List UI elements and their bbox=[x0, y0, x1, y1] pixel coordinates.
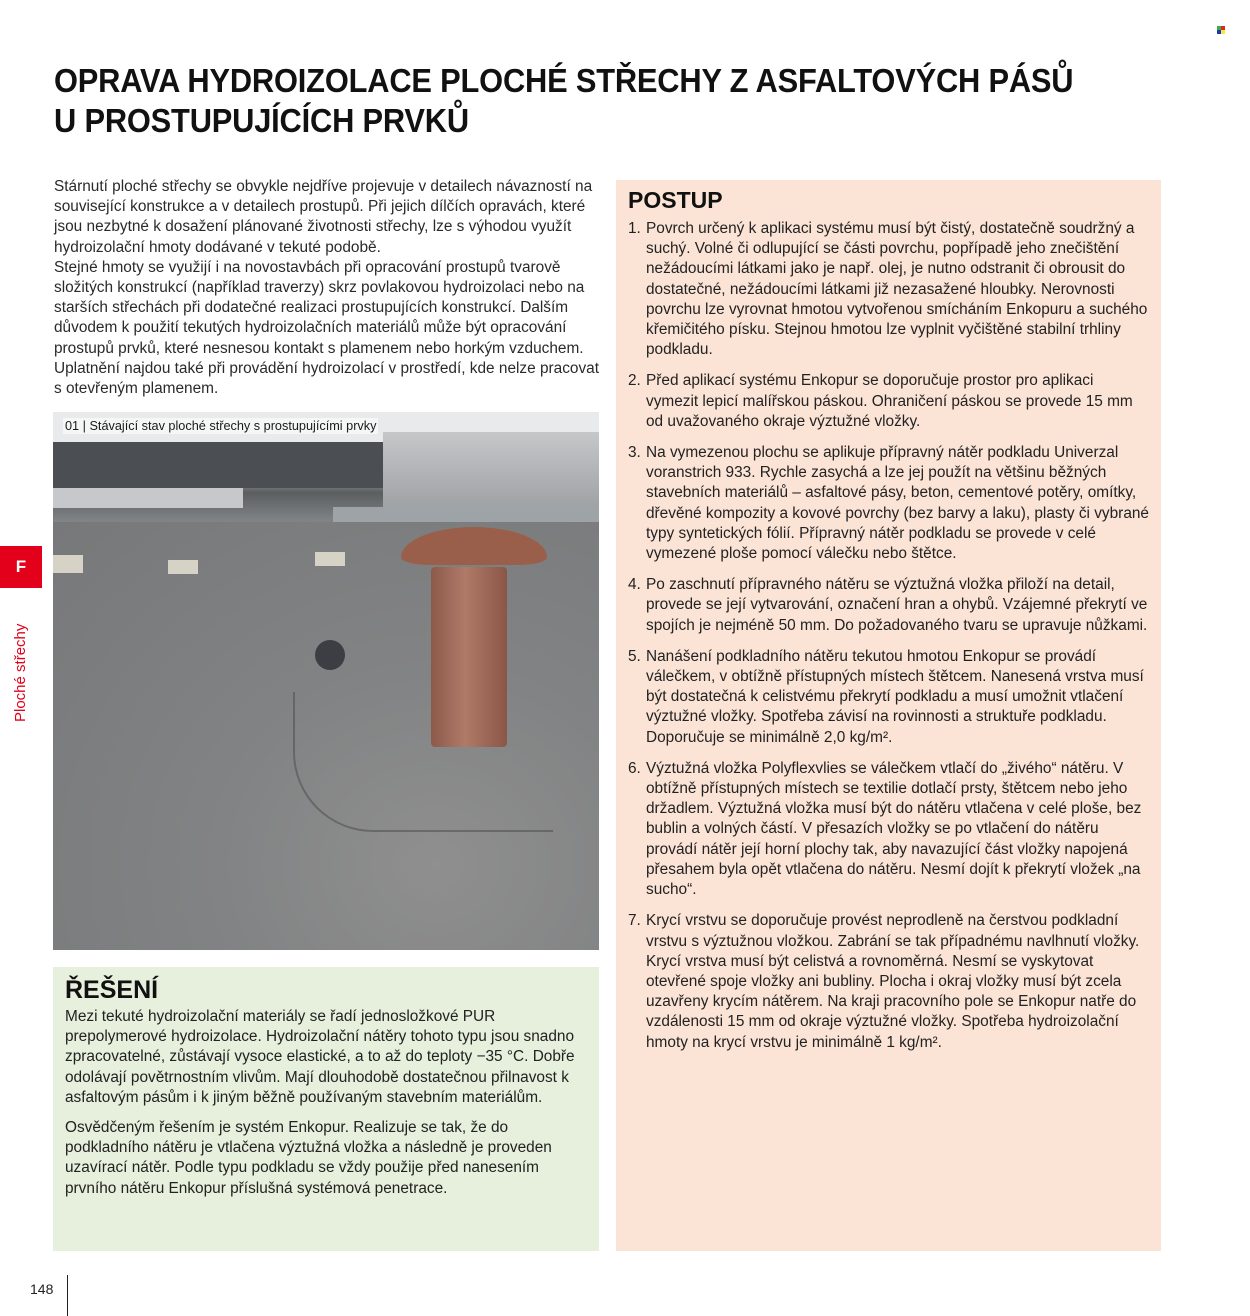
step-number: 5. bbox=[628, 647, 641, 665]
procedure-step bbox=[628, 219, 1149, 360]
procedure-step bbox=[628, 575, 1149, 636]
procedure-step bbox=[628, 443, 1149, 564]
step-text: Povrch určený k aplikaci systému musí být čistý, dostatečně soudržný a suchý. Volné či odlupující se části povrchu, popřípadě jeho znečištění nežádoucími látkami jako je např. olej, je nutno odstranit či obrousit do dostatečné, nežádoucími látkami již nezasažené hloubky. Nerovnosti povrchu lze vyrovnat hmotou vytvořenou smícháním Enkopuru a suchého křemičitého písku. Stejnou hmotou lze vyplnit vyčištěné stabilní trhliny podkladu. bbox=[646, 220, 1148, 359]
step-number: 4. bbox=[628, 576, 641, 594]
step-text: Na vymezenou plochu se aplikuje přípravný nátěr podkladu Univerzal voranstrich 933. Rychle zasychá a lze jej použít na většinu běžných stavebních materiálů – asfaltové pásy, beton, cementové potěry, omítky, dřevěné kompozity a kovové povrchy (bez barvy a laku), plasty či vybrané typy syntetických fólií. Přípravný nátěr podkladu se provede v celé vymezené ploše pomocí válečku nebo štětce. bbox=[646, 444, 1149, 563]
step-text: Před aplikací systému Enkopur se doporučuje prostor pro aplikaci vymezit lepicí malířskou páskou. Ohraničení páskou se provede 15 mm od uvažovaného okraje výztužné vložky. bbox=[646, 372, 1133, 430]
procedure-heading: POSTUP bbox=[628, 187, 723, 213]
section-label: Ploché střechy bbox=[12, 623, 29, 722]
roof-crack bbox=[293, 692, 553, 832]
section-tab: F bbox=[0, 546, 42, 588]
step-text: Krycí vrstvu se doporučuje provést neprodleně na čerstvou podkladní vrstvu s výztužnou vložkou. Zabrání se tak případnému navlhnutí vložky. Krycí vrstva musí být celistvá a rovnoměrná. Nesmí se vyskytovat otevřené spoje vložky ani bubliny. Plocha i okraj vložky musí být zcela uzavřeny krycím nátěrem. Na kraji pracovního pole se Enkopur natře do vzdálenosti 15 mm od okraje výztužné vložky. Spotřeba hydroizolační hmoty na krycí vrstvu je minimálně 1 kg/m². bbox=[646, 912, 1140, 1051]
procedure-step bbox=[628, 759, 1149, 900]
figure-caption: 01 | Stávající stav ploché střechy s prostupujícími prvky bbox=[65, 419, 377, 433]
procedure-box bbox=[616, 180, 1161, 1251]
step-text: Po zaschnutí přípravného nátěru se výztužná vložka přiloží na detail, provede se její vytvarování, označení hran a ohybů. Vzájemné překrytí ve spojích je nejméně 50 mm. Do požadovaného tvaru se upravuje nůžkami. bbox=[646, 576, 1148, 634]
intro-paragraph: Stárnutí ploché střechy se obvykle nejdříve projevuje v detailech návazností na související konstrukce a v detailech prostupů. Při jejich dílčích opravách, které jsou nezbytné k dosažení plánované životnosti střechy, lze s výhodou využít hydroizolační hmoty dodávané v tekuté podobě. bbox=[54, 178, 593, 256]
page-title-line-1: OPRAVA HYDROIZOLACE PLOCHÉ STŘECHY Z ASFALTOVÝCH PÁSŮ bbox=[54, 63, 1074, 100]
vent-pipe bbox=[431, 567, 507, 747]
intro-paragraph: Stejné hmoty se využijí i na novostavbách při opracování prostupů tvarově složitých konstrukcí (například traverzy) skrz povlakovou hydroizolaci nebo na starších střechách při dodatečné realizaci prostupujících konstrukcí. Dalším důvodem k použití tekutých hydroizolačních materiálů může být opracování prostupů prvků, které nesnesou kontakt s plamenem nebo horkým vzduchem. Uplatnění najdou také při provádění hydroizolací v prostředí, kde nelze pracovat s otevřeným plamenem. bbox=[54, 258, 599, 398]
footer-divider bbox=[67, 1275, 68, 1316]
procedure-step bbox=[628, 647, 1149, 748]
step-number: 7. bbox=[628, 912, 641, 930]
solution-paragraph: Mezi tekuté hydroizolační materiály se řadí jednosložkové PUR prepolymerové hydroizolace. Hydroizolační nátěry tohoto typu jsou snadno zpracovatelné, zůstávají vysoce elastické, a to až do teploty −35 °C. Dobře odolávají povětrnostním vlivům. Mají dlouhodobě dostatečnou přilnavost k asfaltovým pásům i k jiným běžně používaným stavebním materiálům. bbox=[65, 1008, 575, 1106]
step-number: 2. bbox=[628, 372, 641, 390]
page-title-line-2: U PROSTUPUJÍCÍCH PRVKŮ bbox=[54, 103, 469, 140]
procedure-step bbox=[628, 911, 1149, 1052]
roof-photo bbox=[53, 412, 599, 950]
intro-text bbox=[54, 177, 604, 399]
procedure-steps bbox=[628, 219, 1149, 1053]
step-number: 3. bbox=[628, 444, 641, 462]
step-number: 6. bbox=[628, 759, 641, 777]
color-registration-mark bbox=[1217, 26, 1225, 34]
step-text: Výztužná vložka Polyflexvlies se válečkem vtlačí do „živého“ nátěru. V obtížně přístupných místech se textilie dotlačí prsty, štětcem nebo jeho držadlem. Výztužná vložka musí být do nátěru vtlačena v celé ploše, bez bublin a volných částí. V přesazích vložky se po vtlačení do nátěru provádí nátěr její horní plochy tak, aby navazující část vložky napojená přesahem byla opět vtlačena do nátěru. Nesmí dojít k překrytí vložek „na sucho“. bbox=[646, 759, 1142, 899]
solution-heading: ŘEŠENÍ bbox=[65, 976, 159, 1004]
solution-paragraph: Osvědčeným řešením je systém Enkopur. Realizuje se tak, že do podkladního nátěru je vtlačena výztužná vložka a následně je proveden uzavírací nátěr. Podle typu podkladu se vždy použije před nanesením prvního nátěru Enkopur příslušná systémová penetrace. bbox=[65, 1119, 552, 1197]
procedure-step bbox=[628, 371, 1149, 432]
roof-vent bbox=[315, 640, 345, 670]
step-number: 1. bbox=[628, 220, 641, 237]
page-number: 148 bbox=[30, 1281, 54, 1297]
step-text: Nanášení podkladního nátěru tekutou hmotou Enkopur se provádí válečkem, v obtížně přístupných místech štětcem. Nanesená vrstva musí být dostatečná k celistvému překrytí podkladu a musí umožnit vtlačení výztužné vložky. Spotřeba závisí na rovinnosti a struktuře podkladu. Doporučuje se minimálně 2,0 kg/m². bbox=[646, 647, 1144, 746]
solution-box bbox=[53, 967, 599, 1251]
page-title bbox=[54, 62, 1084, 142]
